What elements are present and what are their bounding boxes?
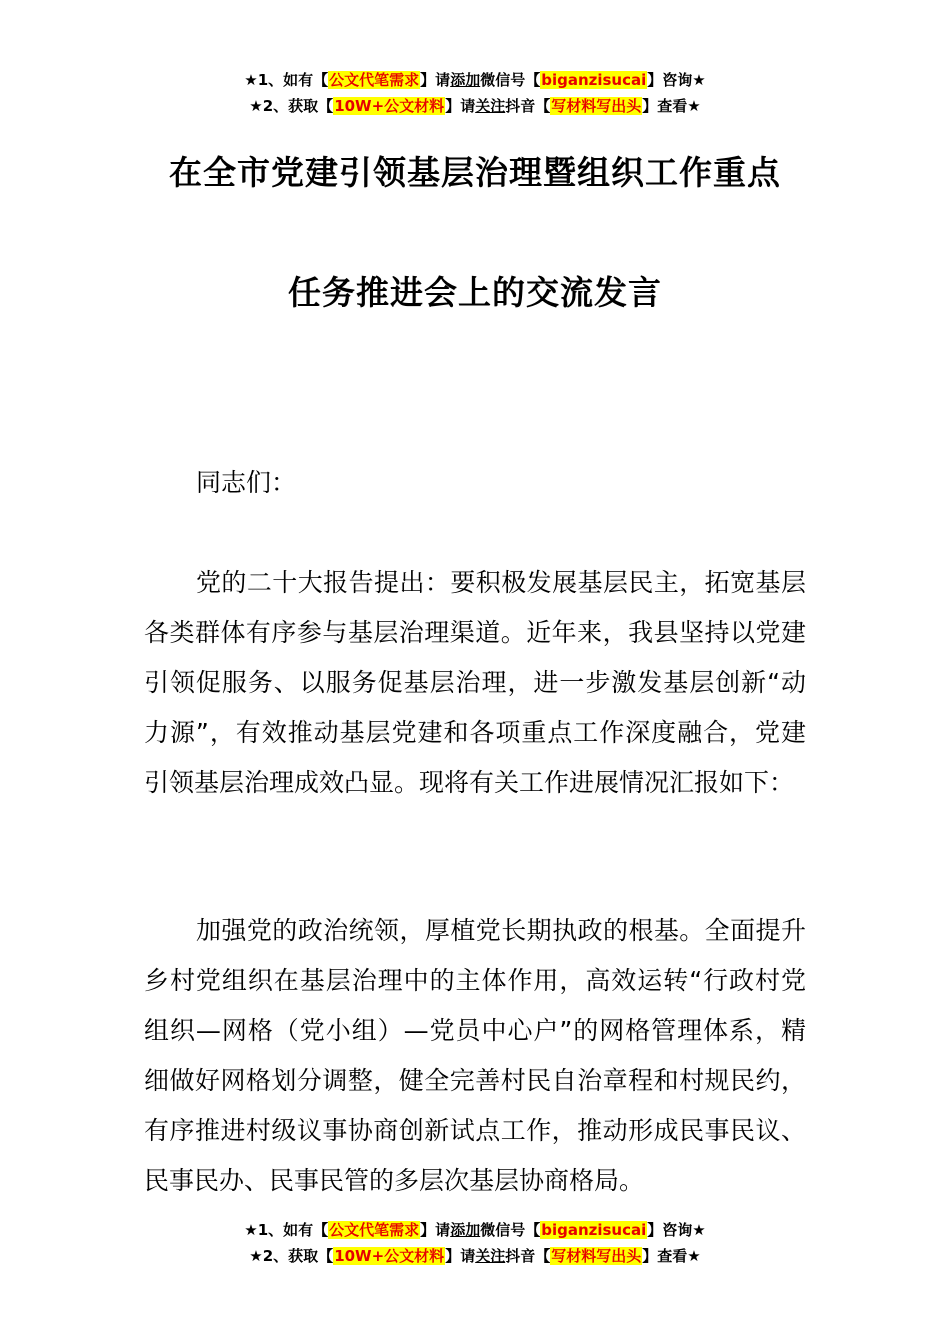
banner-text: ★2、获取【 (249, 1247, 334, 1265)
banner-text: ★2、获取【 (249, 97, 334, 115)
document-title-line-1: 在全市党建引领基层治理暨组织工作重点 (169, 153, 781, 192)
highlight-wechat-id: biganzisucai (541, 1221, 647, 1239)
highlight-wechat-id: biganzisucai (541, 71, 647, 89)
banner-underlined: 关注 (475, 1247, 506, 1265)
banner-underlined: 关注 (475, 97, 506, 115)
banner-text: 】查看★ (642, 1247, 701, 1265)
banner-line-1 (0, 67, 950, 93)
banner-text: ★1、如有【 (244, 71, 329, 89)
banner-text: 微信号【 (480, 1221, 541, 1239)
banner-text: ★1、如有【 (244, 1221, 329, 1239)
header-banner (0, 67, 950, 119)
banner-text: 】请 (420, 71, 451, 89)
banner-underlined: 添加 (450, 1221, 481, 1239)
banner-underlined: 添加 (450, 71, 481, 89)
document-title-line-2: 任务推进会上的交流发言 (288, 273, 662, 312)
highlight-douyin-account: 写材料写出头 (551, 97, 642, 115)
banner-text: 】咨询★ (647, 1221, 706, 1239)
highlight-service: 公文代笔需求 (329, 71, 420, 89)
body-paragraph-2: 加强党的政治统领，厚植党长期执政的根基。全面提升乡村党组织在基层治理中的主体作用，高效运转“行政村党组织—网格（党小组）—党员中心户”的网格管理体系，精细做好网格划分调整，健全完善村民自治章程和村规民约，有序推进村级议事协商创新试点工作，推动形成民事民议、民事民办、民事民管的多层次基层协商格局。 (144, 916, 806, 1195)
footer-banner (0, 1217, 950, 1269)
banner-text: 微信号【 (480, 71, 541, 89)
banner-line-2 (0, 93, 950, 119)
banner-text: 抖音【 (505, 97, 551, 115)
banner-text: 】查看★ (642, 97, 701, 115)
highlight-douyin-account: 写材料写出头 (551, 1247, 642, 1265)
banner-text: 抖音【 (505, 1247, 551, 1265)
highlight-materials: 10W+公文材料 (334, 1247, 445, 1265)
highlight-materials: 10W+公文材料 (334, 97, 445, 115)
banner-line-2 (0, 1243, 950, 1269)
banner-line-1 (0, 1217, 950, 1243)
banner-text: 】请 (420, 1221, 451, 1239)
banner-text: 】咨询★ (647, 71, 706, 89)
banner-text: 】请 (445, 97, 476, 115)
highlight-service: 公文代笔需求 (329, 1221, 420, 1239)
banner-text: 】请 (445, 1247, 476, 1265)
body-paragraph-1: 党的二十大报告提出：要积极发展基层民主，拓宽基层各类群体有序参与基层治理渠道。近年来，我县坚持以党建引领促服务、以服务促基层治理，进一步激发基层创新“动力源”，有效推动基层党建和各项重点工作深度融合，党建引领基层治理成效凸显。现将有关工作进展情况汇报如下： (144, 568, 806, 797)
greeting: 同志们： (196, 468, 297, 497)
